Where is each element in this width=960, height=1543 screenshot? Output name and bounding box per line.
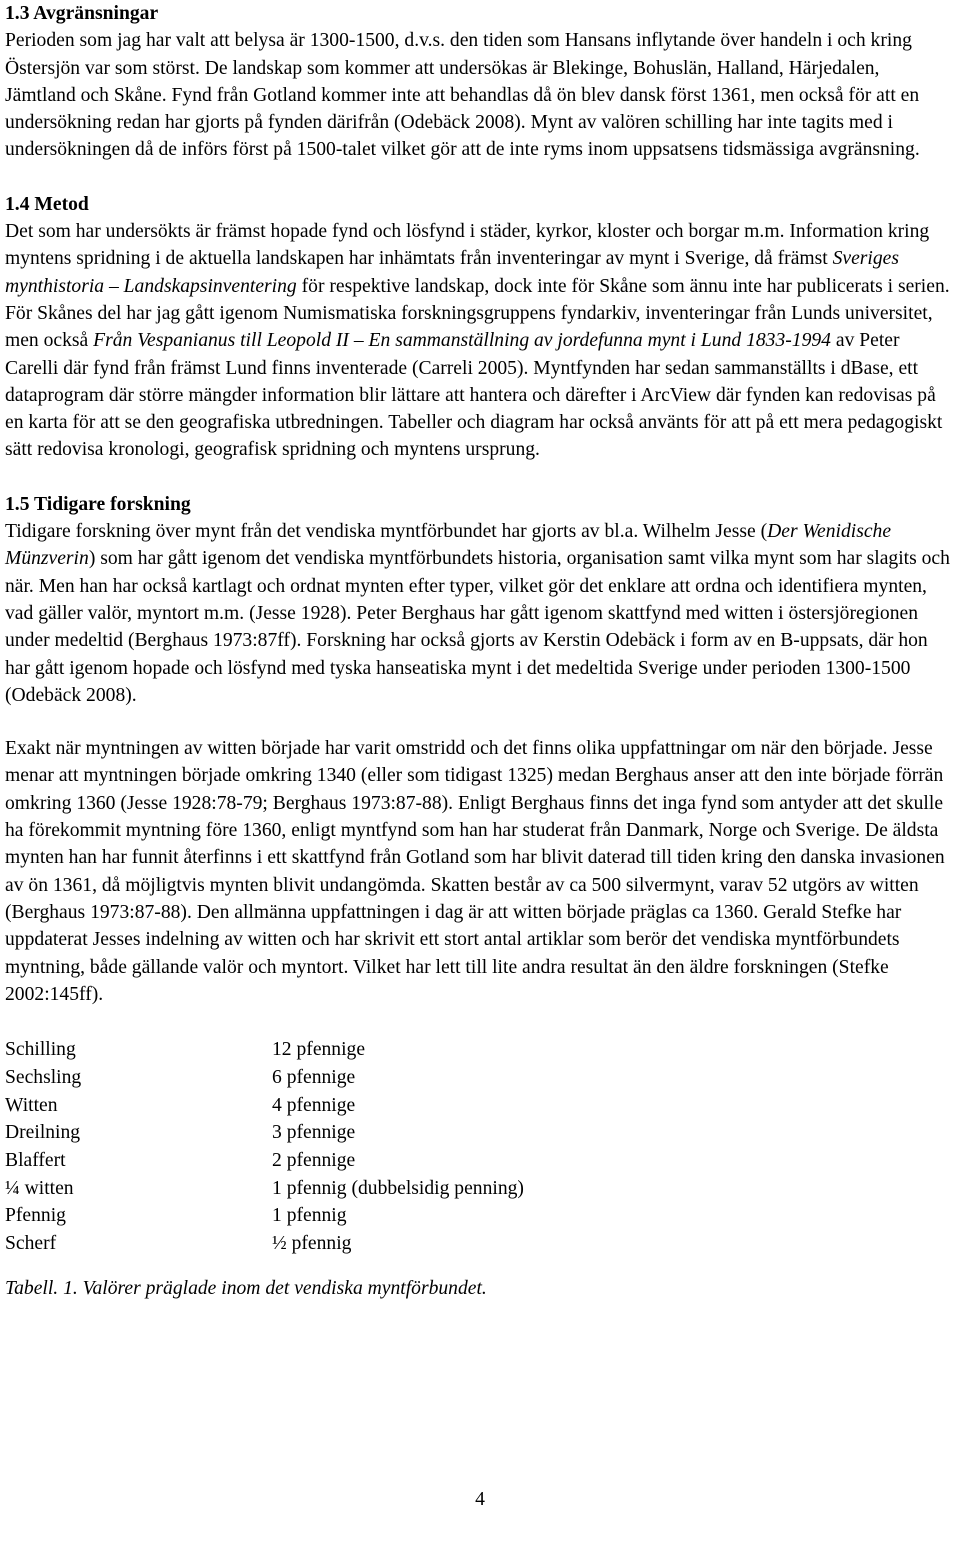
section-metod	[5, 191, 955, 464]
text-run: för respektive landskap, dock inte för Skåne som ännu inte har publicerats i serien. För Skånes del har jag gått igenom Numismatiska forskningsgruppens fyndarkiv, inventeringar från Lunds universitet, men också	[5, 275, 950, 352]
coin-value: 6 pfennige	[272, 1066, 356, 1088]
table-row	[5, 1119, 524, 1147]
coin-name: Pfennig	[5, 1205, 66, 1227]
coin-value: 1 pfennig (dubbelsidig penning)	[272, 1177, 524, 1199]
italic-title: Der Wenidische Münzverin	[5, 521, 892, 570]
coin-value: 12 pfennige	[272, 1039, 366, 1061]
paragraph	[5, 218, 955, 464]
coin-value: 2 pfennige	[272, 1149, 356, 1171]
coin-value: ½ pfennig	[272, 1233, 352, 1255]
section-heading: 1.3 Avgränsningar	[5, 3, 159, 24]
section-avgransningar	[5, 0, 955, 164]
coin-name: Witten	[5, 1094, 58, 1116]
coin-name: ¼ witten	[5, 1177, 74, 1199]
paragraph: Exakt när myntningen av witten började har varit omstridd och det finns olika uppfattningar om när den började. Jesse menar att myntningen började omkring 1340 (eller som tidigast 1325) medan Berghaus anser att den inte började förrän omkring 1360 (Jesse 1928:78-79; Berghaus 1973:87-88). Enligt Berghaus finns det inga fynd som antyder att det skulle ha förekommit myntning före 1360, enligt myntfynd som han har studerat från Danmark, Norge och Sverige. De äldsta mynten han har funnit återfinns i ett skattfynd från Gotland som har blivit daterad till tiden kring den danska invasionen av ön 1361, då möjligtvis mynten blivit undangömda. Skatten består av ca 500 silvermynt, varav 52 utgörs av witten (Berghaus 1973:87-88). Den allmänna uppfattningen i dag är att witten började präglas ca 1360. Gerald Stefke har uppdaterat Jesses indelning av witten och har skrivit ett stort antal artiklar som berör det vendiska myntförbundets myntning, både gällande valör och myntort. Vilket har lett till lite andra resultat än den äldre forskningen (Stefke 2002:145ff).	[5, 738, 945, 1005]
document-page	[5, 0, 955, 1302]
coin-name: Schilling	[5, 1039, 76, 1061]
section-heading: 1.4 Metod	[5, 193, 89, 215]
section-heading: 1.5 Tidigare forskning	[5, 493, 191, 515]
spacer	[5, 164, 955, 191]
table-caption: Tabell. 1. Valörer präglade inom det vendiska myntförbundet.	[5, 1277, 487, 1299]
coin-name: Sechsling	[5, 1066, 82, 1088]
paragraph	[5, 518, 955, 709]
text-run: Tidigare forskning över mynt från det vendiska myntförbundet har gjorts av bl.a. Wilhelm Jesse (	[5, 521, 768, 543]
page-number: 4	[475, 1489, 485, 1510]
denomination-table	[5, 1036, 524, 1258]
table-row	[5, 1202, 524, 1230]
coin-value: 1 pfennig	[272, 1205, 347, 1227]
section-tidigare-forskning	[5, 491, 955, 1008]
table-row	[5, 1092, 524, 1120]
coin-value: 3 pfennige	[272, 1122, 356, 1144]
coin-value: 4 pfennige	[272, 1094, 356, 1116]
table-row	[5, 1064, 524, 1092]
table-row	[5, 1036, 524, 1064]
paragraph: Perioden som jag har valt att belysa är 1300-1500, d.v.s. den tiden som Hansans inflytande över handeln i och kring Östersjön var som störst. De landskap som kommer att undersökas är Blekinge, Bohuslän, Halland, Härjedalen, Jämtland och Skåne. Fynd från Gotland kommer inte att behandlas då ön blev dansk först 1361, men också för att en undersökning redan har gjorts på fynden därifrån (Odebäck 2008). Mynt av valören schilling har inte tagits med i undersökningen då de införs först på 1500-talet vilket gör att de inte ryms inom uppsatsens tidsmässiga avgränsning.	[5, 30, 920, 161]
coin-name: Blaffert	[5, 1149, 66, 1171]
italic-title: Från Vespanianus till Leopold II – En sammanställning av jordefunna mynt i Lund 1833-1994	[93, 330, 831, 352]
table-row	[5, 1147, 524, 1175]
italic-title: Sveriges mynthistoria – Landskapsinventering	[5, 248, 899, 297]
text-run: Det som har undersökts är främst hopade fynd och lösfynd i städer, kyrkor, kloster och borgar m.m. Information kring myntens spridning i de aktuella landskapen har inhämtats från inventeringar av mynt i Sverige, då främst	[5, 221, 930, 270]
coin-name: Dreilning	[5, 1122, 81, 1144]
spacer	[5, 464, 955, 491]
spacer	[5, 709, 955, 735]
spacer	[5, 1008, 955, 1036]
coin-name: Scherf	[5, 1233, 57, 1255]
text-run: ) som har gått igenom det vendiska myntförbundets historia, organisation samt vilka mynt som har slagits och när. Men han har också kartlagt och ordnat mynten efter typer, vilket gör det enklare att ordna och identifiera mynten, vad gäller valör, myntort m.m. (Jesse 1928). Peter Berghaus har gått igenom skattfynd med witten i östersjöregionen under medeltid (Berghaus 1973:87ff). Forskning har också gjorts av Kerstin Odebäck i form av en B-uppsats, där hon har gått igenom hopade och lösfynd med tyska hanseatiska mynt i det medeltida Sverige under perioden 1300-1500 (Odebäck 2008).	[5, 548, 950, 706]
table-row	[5, 1230, 524, 1258]
table-row	[5, 1175, 524, 1203]
text-run: av Peter Carelli där fynd från främst Lund finns inventerade (Carreli 2005). Myntfynden har sedan sammanställts i dBase, ett dataprogram där större mängder information blir lättare att hantera och därefter i ArcView där fynden kan redovisas på en karta för att se den geografiska utbredningen. Tabeller och diagram har också använts för att på ett mera pedagogiskt sätt redovisa kronologi, geografisk spridning och myntens ursprung.	[5, 330, 943, 461]
